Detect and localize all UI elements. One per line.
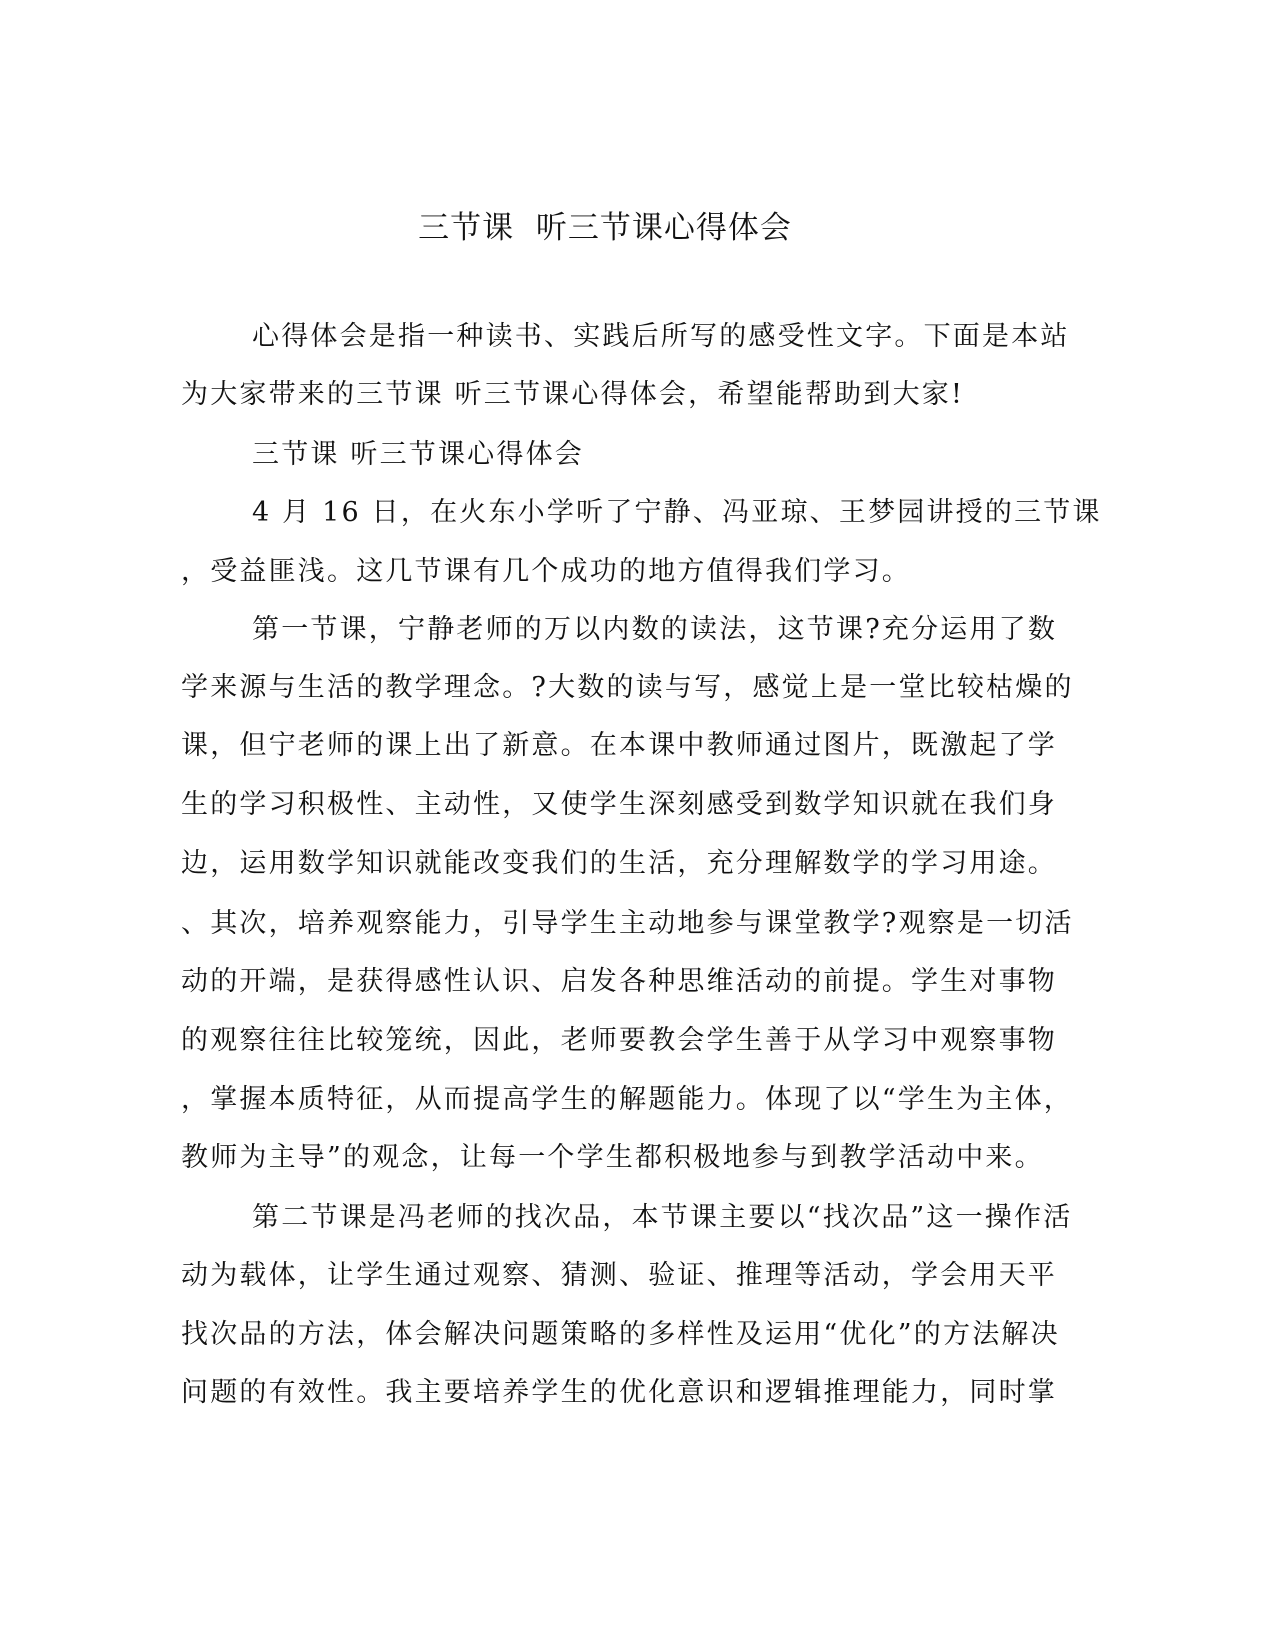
body-text-line: ，受益匪浅。这几节课有几个成功的地方值得我们学习。 bbox=[181, 556, 911, 587]
document-title: 三节课 听三节课心得体会 bbox=[418, 210, 792, 246]
body-text-line: 边，运用数学知识就能改变我们的生活，充分理解数学的学习用途。 bbox=[181, 848, 1057, 879]
body-text-line: 动的开端，是获得感性认识、启发各种思维活动的前提。学生对事物 bbox=[181, 966, 1057, 997]
body-text-line: 4 月 16 日，在火东小学听了宁静、冯亚琼、王梦园讲授的三节课 bbox=[252, 497, 1102, 528]
body-text-line: 问题的有效性。我主要培养学生的优化意识和逻辑推理能力，同时掌 bbox=[181, 1377, 1057, 1408]
body-text-line: 生的学习积极性、主动性，又使学生深刻感受到数学知识就在我们身 bbox=[181, 789, 1057, 820]
body-text-line: 找次品的方法，体会解决问题策略的多样性及运用“优化”的方法解决 bbox=[181, 1319, 1060, 1350]
body-text-line: 的观察往往比较笼统，因此，老师要教会学生善于从学习中观察事物 bbox=[181, 1025, 1057, 1056]
body-text-line: 心得体会是指一种读书、实践后所写的感受性文字。下面是本站 bbox=[252, 321, 1070, 352]
body-text-line: 动为载体，让学生通过观察、猜测、验证、推理等活动，学会用天平 bbox=[181, 1260, 1057, 1291]
body-text-line: 为大家带来的三节课 听三节课心得体会，希望能帮助到大家! bbox=[181, 379, 965, 410]
body-text-line: ，掌握本质特征，从而提高学生的解题能力。体现了以“学生为主体， bbox=[181, 1084, 1074, 1115]
body-text-line: 学来源与生活的教学理念。?大数的读与写，感觉上是一堂比较枯燥的 bbox=[181, 672, 1074, 703]
body-text-line: 课，但宁老师的课上出了新意。在本课中教师通过图片，既激起了学 bbox=[181, 730, 1057, 761]
body-text-line: 三节课 听三节课心得体会 bbox=[252, 439, 584, 470]
body-text-line: 、其次，培养观察能力，引导学生主动地参与课堂教学?观察是一切活 bbox=[181, 908, 1074, 939]
body-text-line: 第二节课是冯老师的找次品，本节课主要以“找次品”这一操作活 bbox=[252, 1202, 1073, 1233]
body-text-line: 教师为主导”的观念，让每一个学生都积极地参与到教学活动中来。 bbox=[181, 1142, 1044, 1173]
body-text-line: 第一节课，宁静老师的万以内数的读法，这节课?充分运用了数 bbox=[252, 614, 1058, 645]
